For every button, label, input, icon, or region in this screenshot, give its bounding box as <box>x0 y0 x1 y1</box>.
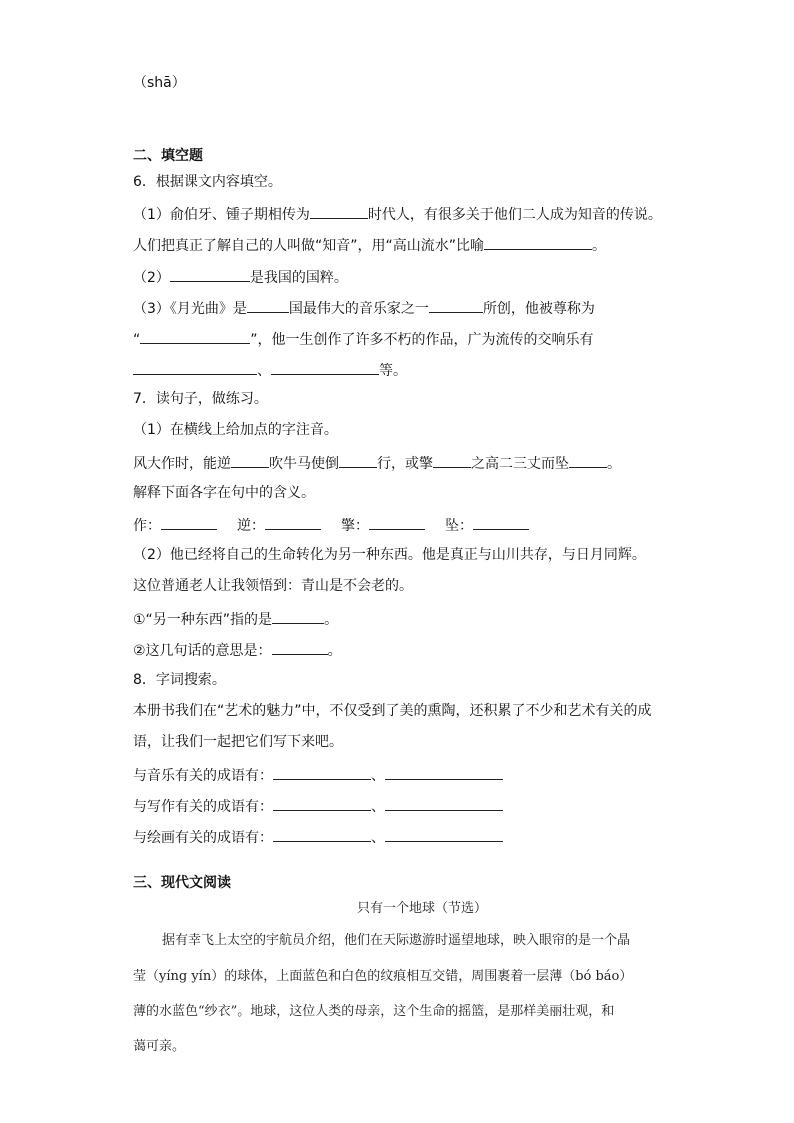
blank-title[interactable] <box>140 328 250 344</box>
blank-word-qing[interactable] <box>369 514 425 530</box>
q6-line6-text-b: 等。 <box>379 363 407 379</box>
q7-sentence-b: 吹牛马使倒 <box>269 456 339 472</box>
blank-word-zuo[interactable] <box>161 514 217 530</box>
word-qing-label: 擎： <box>341 518 369 534</box>
passage-line3: 薄的水蓝色“纱衣”。地球，这位人类的母亲，这个生命的摇篮，是那样美丽壮观，和 <box>133 1004 615 1019</box>
q7-sub1: （1）在横线上给加点的字注音。 <box>133 422 338 438</box>
q6-line2 <box>133 234 606 256</box>
q7-c1 <box>133 608 338 630</box>
word-ni-label: 逆： <box>237 518 265 534</box>
blank-pinyin-qing[interactable] <box>433 452 471 468</box>
q6-line4-text-b: 国最伟大的音乐家之一 <box>288 301 429 317</box>
q6-prompt: 6．根据课文内容填空。 <box>133 174 282 190</box>
q6-line6 <box>133 359 407 381</box>
blank-composer[interactable] <box>429 297 483 313</box>
q6-line1-text-b: 时代人，有很多关于他们二人成为知音的传说。 <box>367 207 662 223</box>
q7-sentence-a: 风大作时，能逆 <box>133 456 231 472</box>
q6-line6-text-a: 、 <box>257 363 271 379</box>
q7-sentence-e: 。 <box>607 456 621 472</box>
q8-row-music <box>133 764 503 786</box>
section3-heading: 三、现代文阅读 <box>133 875 231 891</box>
section2-heading: 二、填空题 <box>133 148 203 164</box>
q6-line5-text-a: “ <box>133 332 141 348</box>
q6-line5-text-b: ”，他一生创作了许多不朽的作品，广为流传的交响乐有 <box>250 332 594 348</box>
word-zhui-label: 坠： <box>445 518 473 534</box>
q7-c1-end: 。 <box>324 612 339 628</box>
passage-line4: 蔼可亲。 <box>133 1039 186 1054</box>
blank-painting-1[interactable] <box>273 826 371 842</box>
q6-line3-text-a: （2） <box>133 270 170 286</box>
q7-c2 <box>133 639 342 661</box>
word-zuo-label: 作： <box>133 518 161 534</box>
q7-sentence-d: 之高二三丈而坠 <box>471 456 569 472</box>
blank-pinyin-ni[interactable] <box>231 452 269 468</box>
q7-explain: 解释下面各字在句中的含义。 <box>133 485 315 501</box>
q8-row-writing <box>133 795 503 817</box>
q6-line1 <box>133 203 662 225</box>
q6-line4-text-c: 所创，他被尊称为 <box>482 301 595 317</box>
passage-line2: 莹（yíng yín）的球体，上面蓝色和白色的纹痕相互交错，周围裹着一层薄（bó báo） <box>133 969 633 984</box>
blank-writing-2[interactable] <box>385 795 503 811</box>
q8-row-writing-sep: 、 <box>371 799 385 815</box>
passage-line1: 据有幸飞上太空的宇航员介绍，他们在天际遨游时遥望地球，映入眼帘的是一个晶 <box>162 933 631 948</box>
blank-word-ni[interactable] <box>265 514 321 530</box>
q7-words <box>133 514 529 536</box>
blank-national-treasure[interactable] <box>170 266 250 282</box>
q7-sentence-c: 行，或擎 <box>377 456 433 472</box>
q8-row-painting-sep: 、 <box>371 830 385 846</box>
top-pinyin: （shā） <box>133 75 186 91</box>
q8-row-writing-label: 与写作有关的成语有： <box>133 799 273 815</box>
blank-symphony-2[interactable] <box>271 359 379 375</box>
q7-c2-text: ②这几句话的意思是： <box>133 643 272 659</box>
blank-pinyin-dao[interactable] <box>339 452 377 468</box>
passage-title: 只有一个地球（节选） <box>357 901 488 916</box>
blank-symphony-1[interactable] <box>133 359 257 375</box>
q8-para1: 本册书我们在“艺术的魅力”中，不仅受到了美的熏陶，还积累了不少和艺术有关的成 <box>133 703 652 719</box>
blank-music-1[interactable] <box>273 764 371 780</box>
q6-line4 <box>133 297 595 319</box>
q7-sentence <box>133 452 621 474</box>
blank-writing-1[interactable] <box>273 795 371 811</box>
blank-era[interactable] <box>310 203 368 219</box>
q7-c2-end: 。 <box>327 643 342 659</box>
q6-line4-text-a: （3）《月光曲》是 <box>133 301 247 317</box>
q8-row-painting-label: 与绘画有关的成语有： <box>133 830 273 846</box>
blank-painting-2[interactable] <box>385 826 503 842</box>
q7-c1-text: ①“另一种东西”指的是 <box>133 612 273 628</box>
blank-pinyin-zhui[interactable] <box>569 452 607 468</box>
blank-music-2[interactable] <box>385 764 503 780</box>
q8-prompt: 8．字词搜索。 <box>133 672 226 688</box>
q7-sub2-cont: 这位普通老人让我领悟到：青山是不会老的。 <box>133 578 413 594</box>
q6-line1-text-a: （1）俞伯牙、锺子期相传为 <box>133 207 310 223</box>
blank-word-zhui[interactable] <box>473 514 529 530</box>
blank-meaning[interactable] <box>272 639 328 655</box>
q6-line5 <box>133 328 594 350</box>
q6-line3 <box>133 266 348 288</box>
q8-row-painting <box>133 826 503 848</box>
q8-para2: 语，让我们一起把它们写下来吧。 <box>133 734 343 750</box>
q6-line2-text-b: 。 <box>592 238 607 254</box>
blank-another-thing[interactable] <box>272 608 324 624</box>
q6-line3-text-b: 是我国的国粹。 <box>249 270 348 286</box>
q8-row-music-sep: 、 <box>371 768 385 784</box>
q7-sub2: （2）他已经将自己的生命转化为另一种东西。他是真正与山川共存，与日月同辉。 <box>133 547 646 563</box>
q8-row-music-label: 与音乐有关的成语有： <box>133 768 273 784</box>
q6-line2-text-a: 人们把真正了解自己的人叫做“知音”，用“高山流水”比喻 <box>133 238 485 254</box>
blank-metaphor[interactable] <box>484 234 592 250</box>
q7-prompt: 7．读句子，做练习。 <box>133 391 268 407</box>
blank-country[interactable] <box>247 297 289 313</box>
